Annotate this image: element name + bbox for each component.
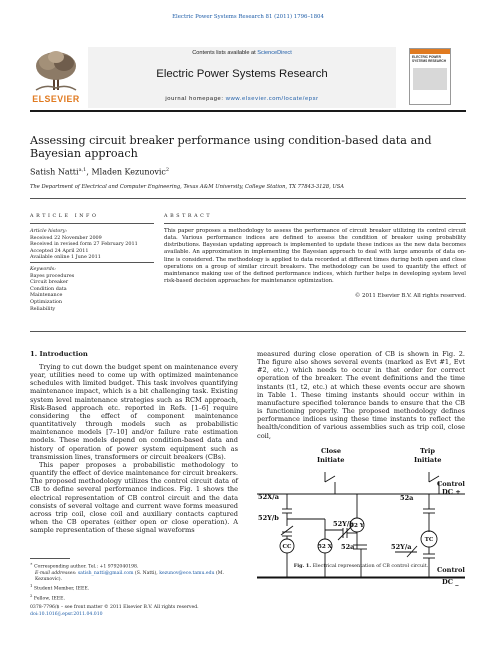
- figure-1-caption: [257, 563, 465, 569]
- author-marks-2: 2: [165, 167, 170, 173]
- author-line: [30, 167, 466, 177]
- label-trip-initiate: Initiate: [414, 456, 442, 464]
- affiliation: The Department of Electrical and Computer Engineering, Texas A&M University, College Station, TX 77843-3128, USA: [30, 184, 345, 190]
- keyword-list: [30, 273, 154, 313]
- doi-link[interactable]: doi:10.1016/j.epsr.2011.04.010: [30, 612, 103, 617]
- history-item: Available online 1 June 2011: [30, 254, 101, 261]
- article-title: Assessing circuit breaker performance using condition-based data and Bayesian approach: [30, 134, 432, 160]
- article-info-heading: ARTICLE INFO: [30, 214, 99, 219]
- homepage-prefix: journal homepage:: [165, 96, 226, 102]
- journal-reference: Electric Power Systems Research 81 (2011) 1796–1804: [172, 14, 324, 20]
- label-52y: 52 Y: [350, 523, 364, 529]
- intro-paragraph-1: Trying to cut down the budget spent on maintenance every year, utilities need to come up with optimized maintenance schedules with limited budget. This task involves quantifying maintenance impact, which is a bit challenging task. Existing system level maintenance strategies such as RCM approach, Risk-Based approach etc. reported in Refs. [1–6] require considering the effect of component maintenance quantitatively through models such as probabilistic maintenance models [7–10] and/or failure rate estimation models. These models depend on condition-based data and history of operation of power system equipment such as transmission lines, transformers or circuit breakers (CBs).: [30, 363, 238, 461]
- label-52x: 52 X: [317, 544, 333, 550]
- journal-cover-image: [409, 48, 451, 105]
- abstract-copyright: © 2011 Elsevier B.V. All rights reserved.: [354, 293, 466, 299]
- email-link-2[interactable]: kezunov@ece.tamu.edu: [159, 570, 215, 576]
- label-tc: TC: [424, 537, 434, 543]
- section-heading-introduction: 1. Introduction: [30, 350, 88, 358]
- footnote-2: Fellow, IEEE.: [33, 596, 65, 602]
- article-history: [30, 228, 154, 261]
- intro-continuation: measured during close operation of CB is shown in Fig. 2. The figure also shows several events (marked as Evt #1, Evt #2, etc.) which needs to occur in that order for correct operation of the breaker. The event definitions and the time instants (t1, t2, etc.) at which these events occur are shown in Table 1. These timing instants should occur within in manufacture specified tolerance bands to ensure that the CB is functioning properly. The proposed methodology defines performance indices using these time instants to reflect the health/condition of various assemblies such as trip coil, close coil,: [257, 350, 465, 440]
- keyword-item: Maintenance: [30, 292, 63, 299]
- caption-label: Fig. 1.: [293, 563, 312, 569]
- footnote-emails-label: E-mail addresses:: [35, 570, 78, 576]
- keywords: [30, 266, 154, 312]
- label-52y-a: 52Y/a: [391, 543, 412, 551]
- label-close: Close: [321, 447, 342, 455]
- elsevier-tree-logo: [30, 48, 82, 93]
- keywords-label: Keywords:: [30, 266, 56, 272]
- sciencedirect-link[interactable]: ScienceDirect: [257, 50, 292, 56]
- intro-paragraph-2: This paper proposes a probabilistic methodology to quantify the effect of device maintenance for circuit breakers. The proposed methodology utilizes the control circuit data of CB to define several performance indices. Fig. 1 shows the electrical representation of CB control circuit and the data consists of several voltage and current wave forms measured across trip coil, close coil and auxiliary contacts captured when the CB operates (either open or close operation). A sample representation of these signal waveforms: [30, 460, 238, 535]
- keyword-item: Circuit breaker: [30, 279, 69, 286]
- label-52y-b-2: 52Y/b: [333, 520, 354, 528]
- abstract-text: This paper proposes a methodology to assess the performance of circuit breaker utilizing its control circuit data. Various performance indices are defined to assess the condition of breaker using probability distributions. Bayesian updating approach is implemented to update these indices as the new data becomes available. An approximation in implementing the Bayesian approach to deal with large amounts of data on-line is considered. The methodology is applied to data recorded at different times during both open and close operations on a group of similar circuit breakers. The methodology can be used to quantify the effect of maintenance making use of the defined performance indices, which further helps in developing system level risk-based decision approaches for maintenance optimization.: [164, 228, 466, 285]
- footnotes: ∗ Corresponding author. Tel.: +1 9792040198. E-mail addresses: satish_natti@gmail.com (S. Natti), kezunov@ece.tamu.edu (M. Kezunovic). $^1$ Student Member, IEEE. $^2$ Fellow, IEEE.: [30, 561, 224, 602]
- label-dc-minus: DC _: [442, 578, 459, 586]
- label-control-dc-pos: Control: [437, 480, 465, 488]
- contents-line: [88, 50, 396, 56]
- abstract-heading: ABSTRACT: [164, 214, 213, 219]
- history-item: Received in revised form 27 February 2011: [30, 241, 138, 248]
- history-list: [30, 235, 154, 261]
- footnote-1: Student Member, IEEE.: [33, 586, 90, 592]
- homepage-link[interactable]: www.elsevier.com/locate/epsr: [225, 96, 319, 102]
- keyword-item: Bayes procedures: [30, 272, 75, 279]
- homepage-line: [88, 96, 396, 102]
- footnote-corresponding: Corresponding author. Tel.: +1 9792040198.: [34, 564, 139, 570]
- contents-prefix: Contents lists available at: [192, 50, 258, 56]
- caption-text: Electrical representation of CB control circuit.: [312, 563, 429, 569]
- author-marks: a,1: [78, 167, 87, 173]
- journal-title: Electric Power Systems Research: [156, 68, 328, 80]
- cover-title: ELECTRIC POWER SYSTEMS RESEARCH: [412, 55, 447, 63]
- keyword-item: Reliability: [30, 305, 56, 312]
- author-sep: , Mladen Kezunovic: [86, 167, 166, 177]
- publisher-name: ELSEVIER: [32, 94, 80, 104]
- history-item: Received 22 November 2009: [30, 234, 102, 241]
- keyword-item: Condition data: [30, 285, 67, 292]
- label-52x-a: 52X/a: [258, 493, 279, 501]
- history-label: Article history:: [30, 228, 68, 234]
- intro-body: [30, 363, 238, 534]
- history-item: Accepted 24 April 2011: [30, 247, 89, 254]
- label-cc: CC: [282, 544, 292, 550]
- keyword-item: Optimization: [30, 298, 62, 305]
- issn-line: 0378-7796/$ – see front matter © 2011 Elsevier B.V. All rights reserved.: [30, 605, 199, 610]
- label-52a: 52a: [400, 494, 414, 502]
- author-names: Satish Natti: [30, 167, 79, 177]
- doi-line: [30, 612, 290, 618]
- label-trip: Trip: [420, 447, 436, 455]
- footnote-email1-tail: (S. Natti),: [133, 570, 160, 576]
- email-link-1[interactable]: satish_natti@gmail.com: [77, 570, 134, 576]
- label-control-dc-neg: Control: [437, 566, 465, 574]
- label-close-initiate: Initiate: [317, 456, 345, 464]
- label-52a-2: 52a: [341, 543, 355, 551]
- footnote-email2-tail: (M. Kezunovic).: [35, 570, 224, 582]
- label-52y-b: 52Y/b: [258, 514, 279, 522]
- label-dc-plus: DC +: [442, 488, 461, 496]
